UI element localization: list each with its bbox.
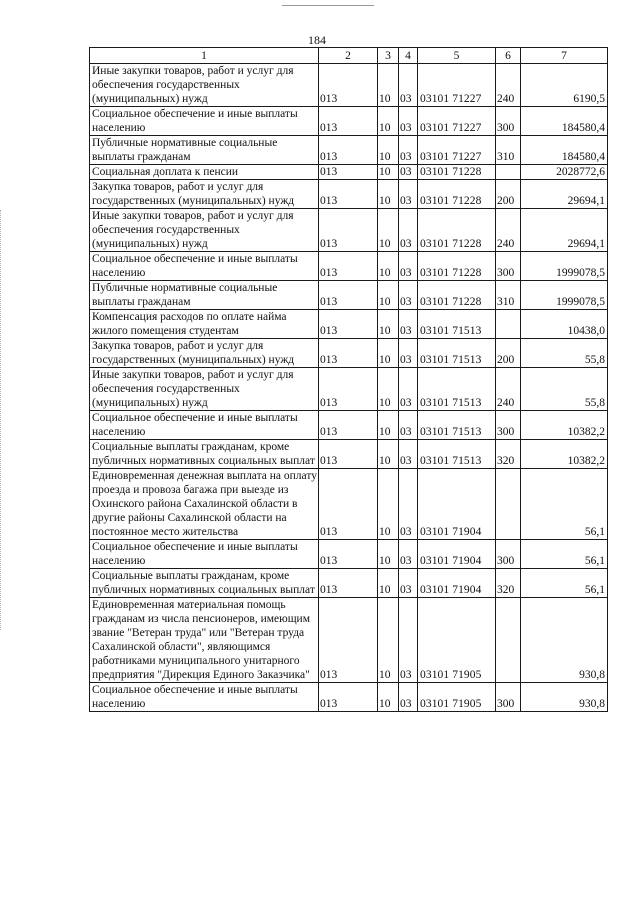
scan-artifact-line bbox=[282, 5, 374, 6]
cell-section: 10 bbox=[378, 252, 399, 281]
cell-section: 10 bbox=[378, 209, 399, 252]
cell-name: Иные закупки товаров, работ и услуг для обеспечения государственных (муниципальных) нужд bbox=[90, 368, 319, 411]
cell-section: 10 bbox=[378, 598, 399, 683]
table-row bbox=[90, 598, 608, 683]
cell-target-article: 03101 71513 bbox=[418, 411, 496, 440]
cell-section: 10 bbox=[378, 165, 399, 180]
cell-expense-type bbox=[496, 165, 521, 180]
cell-section: 10 bbox=[378, 281, 399, 310]
table-row bbox=[90, 411, 608, 440]
table-row bbox=[90, 180, 608, 209]
header-col-6: 6 bbox=[496, 48, 521, 64]
cell-target-article: 03101 71228 bbox=[418, 281, 496, 310]
cell-amount: 55,8 bbox=[521, 339, 608, 368]
cell-amount: 2028772,6 bbox=[521, 165, 608, 180]
cell-subsection: 03 bbox=[399, 598, 418, 683]
cell-subsection: 03 bbox=[399, 165, 418, 180]
cell-target-article: 03101 71905 bbox=[418, 683, 496, 712]
cell-section: 10 bbox=[378, 540, 399, 569]
cell-expense-type bbox=[496, 310, 521, 339]
table-row bbox=[90, 469, 608, 540]
cell-expense-type bbox=[496, 598, 521, 683]
table-row bbox=[90, 165, 608, 180]
cell-subsection: 03 bbox=[399, 64, 418, 107]
cell-subsection: 03 bbox=[399, 252, 418, 281]
table-row bbox=[90, 540, 608, 569]
cell-expense-type: 300 bbox=[496, 252, 521, 281]
header-col-4: 4 bbox=[399, 48, 418, 64]
cell-ministry-code: 013 bbox=[319, 136, 378, 165]
cell-target-article: 03101 71228 bbox=[418, 209, 496, 252]
header-col-5: 5 bbox=[418, 48, 496, 64]
cell-name: Иные закупки товаров, работ и услуг для обеспечения государственных (муниципальных) нужд bbox=[90, 64, 319, 107]
cell-section: 10 bbox=[378, 469, 399, 540]
table-row bbox=[90, 136, 608, 165]
cell-name: Компенсация расходов по оплате найма жилого помещения студентам bbox=[90, 310, 319, 339]
cell-name: Социальные выплаты гражданам, кроме публичных нормативных социальных выплат bbox=[90, 440, 319, 469]
cell-target-article: 03101 71513 bbox=[418, 310, 496, 339]
cell-section: 10 bbox=[378, 136, 399, 165]
cell-expense-type: 320 bbox=[496, 440, 521, 469]
cell-subsection: 03 bbox=[399, 569, 418, 598]
cell-expense-type: 240 bbox=[496, 64, 521, 107]
scan-edge-shadow bbox=[0, 210, 1, 630]
cell-target-article: 03101 71513 bbox=[418, 368, 496, 411]
cell-subsection: 03 bbox=[399, 368, 418, 411]
cell-amount: 930,8 bbox=[521, 683, 608, 712]
cell-subsection: 03 bbox=[399, 136, 418, 165]
cell-section: 10 bbox=[378, 683, 399, 712]
cell-amount: 6190,5 bbox=[521, 64, 608, 107]
cell-section: 10 bbox=[378, 310, 399, 339]
cell-name: Единовременная материальная помощь гражданам из числа пенсионеров, имеющим звание "Ветеран труда" или "Ветеран труда Сахалинской области", являющимся работниками муниципального унитарного предприятия "Дирекция Единого Заказчика" bbox=[90, 598, 319, 683]
table-row bbox=[90, 569, 608, 598]
table-row bbox=[90, 209, 608, 252]
table-row bbox=[90, 64, 608, 107]
cell-expense-type: 300 bbox=[496, 107, 521, 136]
cell-amount: 10382,2 bbox=[521, 411, 608, 440]
table-row bbox=[90, 252, 608, 281]
cell-ministry-code: 013 bbox=[319, 165, 378, 180]
table-row bbox=[90, 107, 608, 136]
cell-expense-type: 240 bbox=[496, 209, 521, 252]
table-row bbox=[90, 368, 608, 411]
cell-section: 10 bbox=[378, 569, 399, 598]
cell-name: Единовременная денежная выплата на оплату проезда и провоза багажа при выезде из Охинского района Сахалинской области в другие районы Сахалинской области на постоянное место жительства bbox=[90, 469, 319, 540]
cell-amount: 10438,0 bbox=[521, 310, 608, 339]
cell-subsection: 03 bbox=[399, 339, 418, 368]
cell-amount: 55,8 bbox=[521, 368, 608, 411]
cell-expense-type: 240 bbox=[496, 368, 521, 411]
cell-subsection: 03 bbox=[399, 180, 418, 209]
cell-name: Социальное обеспечение и иные выплаты населению bbox=[90, 540, 319, 569]
cell-ministry-code: 013 bbox=[319, 339, 378, 368]
page-number: 184 bbox=[308, 33, 326, 47]
cell-amount: 184580,4 bbox=[521, 107, 608, 136]
header-col-1: 1 bbox=[90, 48, 319, 64]
cell-expense-type: 310 bbox=[496, 136, 521, 165]
header-row bbox=[90, 48, 608, 64]
cell-section: 10 bbox=[378, 180, 399, 209]
cell-name: Закупка товаров, работ и услуг для государственных (муниципальных) нужд bbox=[90, 180, 319, 209]
cell-target-article: 03101 71228 bbox=[418, 180, 496, 209]
cell-name: Социальные выплаты гражданам, кроме публичных нормативных социальных выплат bbox=[90, 569, 319, 598]
cell-subsection: 03 bbox=[399, 281, 418, 310]
cell-target-article: 03101 71227 bbox=[418, 136, 496, 165]
cell-ministry-code: 013 bbox=[319, 64, 378, 107]
cell-section: 10 bbox=[378, 64, 399, 107]
cell-name: Закупка товаров, работ и услуг для государственных (муниципальных) нужд bbox=[90, 339, 319, 368]
cell-ministry-code: 013 bbox=[319, 469, 378, 540]
cell-ministry-code: 013 bbox=[319, 107, 378, 136]
cell-target-article: 03101 71513 bbox=[418, 339, 496, 368]
cell-target-article: 03101 71904 bbox=[418, 569, 496, 598]
cell-ministry-code: 013 bbox=[319, 598, 378, 683]
cell-target-article: 03101 71904 bbox=[418, 540, 496, 569]
cell-amount: 56,1 bbox=[521, 540, 608, 569]
cell-subsection: 03 bbox=[399, 310, 418, 339]
cell-name: Социальное обеспечение и иные выплаты населению bbox=[90, 107, 319, 136]
cell-name: Социальная доплата к пенсии bbox=[90, 165, 319, 180]
header-col-3: 3 bbox=[378, 48, 399, 64]
cell-amount: 1999078,5 bbox=[521, 281, 608, 310]
table-body bbox=[90, 64, 608, 712]
cell-target-article: 03101 71513 bbox=[418, 440, 496, 469]
cell-expense-type: 300 bbox=[496, 683, 521, 712]
cell-subsection: 03 bbox=[399, 107, 418, 136]
cell-subsection: 03 bbox=[399, 469, 418, 540]
header-col-7: 7 bbox=[521, 48, 608, 64]
cell-name: Публичные нормативные социальные выплаты гражданам bbox=[90, 136, 319, 165]
cell-ministry-code: 013 bbox=[319, 281, 378, 310]
cell-expense-type: 200 bbox=[496, 339, 521, 368]
cell-amount: 930,8 bbox=[521, 598, 608, 683]
cell-section: 10 bbox=[378, 368, 399, 411]
cell-subsection: 03 bbox=[399, 411, 418, 440]
cell-subsection: 03 bbox=[399, 209, 418, 252]
cell-target-article: 03101 71228 bbox=[418, 165, 496, 180]
cell-name: Социальное обеспечение и иные выплаты населению bbox=[90, 252, 319, 281]
cell-expense-type: 300 bbox=[496, 411, 521, 440]
cell-ministry-code: 013 bbox=[319, 411, 378, 440]
cell-name: Иные закупки товаров, работ и услуг для обеспечения государственных (муниципальных) нужд bbox=[90, 209, 319, 252]
cell-amount: 10382,2 bbox=[521, 440, 608, 469]
cell-section: 10 bbox=[378, 107, 399, 136]
table-row bbox=[90, 310, 608, 339]
cell-expense-type: 300 bbox=[496, 540, 521, 569]
cell-amount: 56,1 bbox=[521, 569, 608, 598]
cell-ministry-code: 013 bbox=[319, 368, 378, 411]
cell-ministry-code: 013 bbox=[319, 180, 378, 209]
cell-amount: 29694,1 bbox=[521, 209, 608, 252]
cell-ministry-code: 013 bbox=[319, 252, 378, 281]
cell-ministry-code: 013 bbox=[319, 209, 378, 252]
cell-section: 10 bbox=[378, 339, 399, 368]
cell-name: Публичные нормативные социальные выплаты гражданам bbox=[90, 281, 319, 310]
cell-name: Социальное обеспечение и иные выплаты населению bbox=[90, 683, 319, 712]
table-row bbox=[90, 281, 608, 310]
cell-ministry-code: 013 bbox=[319, 540, 378, 569]
cell-amount: 1999078,5 bbox=[521, 252, 608, 281]
table-row bbox=[90, 339, 608, 368]
table-row bbox=[90, 440, 608, 469]
cell-expense-type: 320 bbox=[496, 569, 521, 598]
cell-target-article: 03101 71905 bbox=[418, 598, 496, 683]
cell-subsection: 03 bbox=[399, 440, 418, 469]
cell-target-article: 03101 71904 bbox=[418, 469, 496, 540]
cell-expense-type bbox=[496, 469, 521, 540]
cell-section: 10 bbox=[378, 411, 399, 440]
header-col-2: 2 bbox=[319, 48, 378, 64]
cell-amount: 29694,1 bbox=[521, 180, 608, 209]
cell-expense-type: 200 bbox=[496, 180, 521, 209]
table-row bbox=[90, 683, 608, 712]
cell-subsection: 03 bbox=[399, 540, 418, 569]
cell-amount: 184580,4 bbox=[521, 136, 608, 165]
cell-ministry-code: 013 bbox=[319, 569, 378, 598]
cell-ministry-code: 013 bbox=[319, 683, 378, 712]
cell-amount: 56,1 bbox=[521, 469, 608, 540]
cell-name: Социальное обеспечение и иные выплаты населению bbox=[90, 411, 319, 440]
cell-target-article: 03101 71227 bbox=[418, 107, 496, 136]
cell-ministry-code: 013 bbox=[319, 310, 378, 339]
cell-expense-type: 310 bbox=[496, 281, 521, 310]
budget-table bbox=[89, 47, 608, 712]
cell-ministry-code: 013 bbox=[319, 440, 378, 469]
cell-section: 10 bbox=[378, 440, 399, 469]
cell-target-article: 03101 71228 bbox=[418, 252, 496, 281]
cell-target-article: 03101 71227 bbox=[418, 64, 496, 107]
cell-subsection: 03 bbox=[399, 683, 418, 712]
